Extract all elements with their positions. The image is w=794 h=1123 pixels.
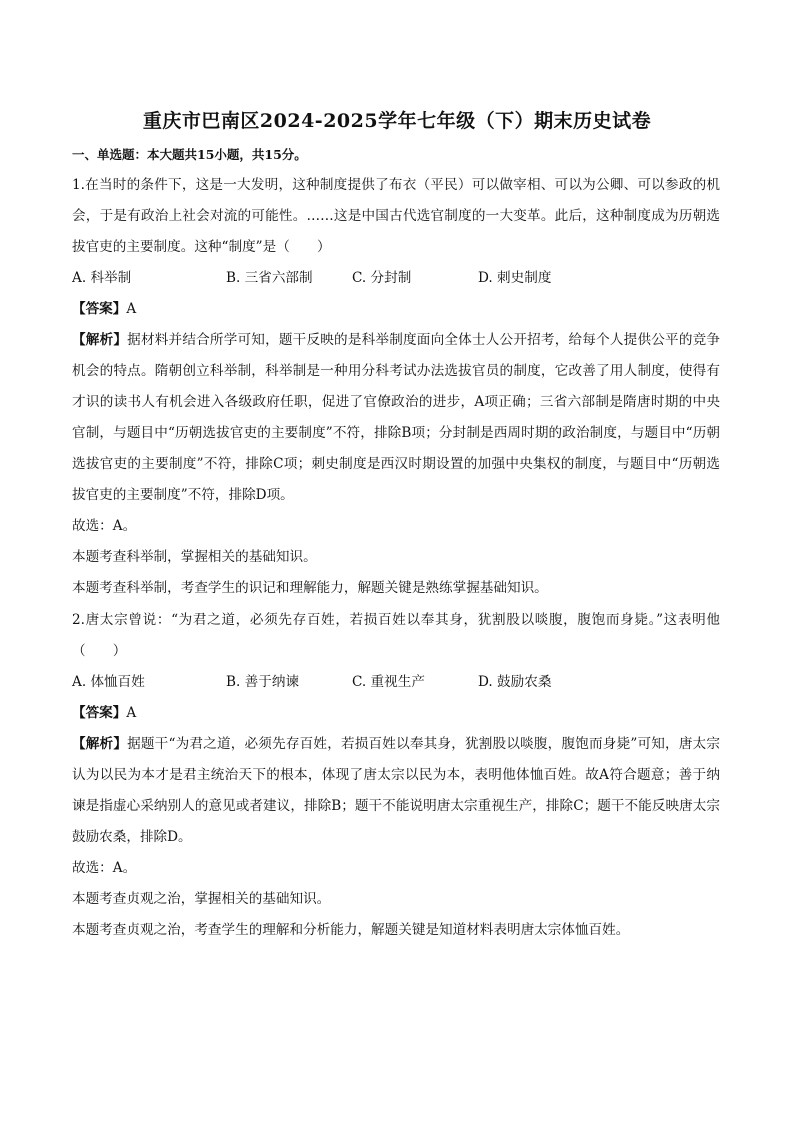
option-b: B. 善于纳谏 xyxy=(226,674,300,690)
page-title: 重庆市巴南区2024-2025学年七年级（下）期末历史试卷 xyxy=(142,110,652,132)
note-line: 本题考查贞观之治，掌握相关的基础知识。 xyxy=(72,891,331,907)
note-line: 本题考查科举制，考查学生的识记和理解能力，解题关键是熟练掌握基础知识。 xyxy=(72,580,548,596)
analysis-text: 据材料并结合所学可知，题干反映的是科举制度面向全体士人公开招考，给每个人提供公平的竞争机会的特点。隋朝创立科举制，科举制是一种用分科考试办法选拔官员的制度，它改善了用人制度，使得有才识的读书人有机会进入各级政府任职，促进了官僚政治的进步，A项正确；三省六部制是隋唐时期的中央官制，与题目中“历朝选拔官吏的主要制度”不符，排除B项；分封制是西周时期的政治制度，与题目中“历朝选拔官吏的主要制度”不符，排除C项；刺史制度是西汉时期设置的加强中央集权的制度，与题目中“历朝选拔官吏的主要制度”不符，排除D项。 xyxy=(72,332,721,503)
question-stem: 1.在当时的条件下，这是一大发明，这种制度提供了布衣（平民）可以做宰相、可以为公卿、可以参政的机会，于是有政治上社会对流的可能性。……这是中国古代选官制度的一大变革。此后，这种制度成为历朝选拔官吏的主要制度。这种“制度”是（ ） xyxy=(72,177,720,255)
option-c: C. 分封制 xyxy=(352,270,412,286)
question-2 xyxy=(72,605,720,946)
answer-value: A xyxy=(126,301,137,317)
option-d: D. 鼓励农桑 xyxy=(478,674,552,690)
option-a: A. 体恤百姓 xyxy=(72,674,145,690)
analysis-tag: 【解析】 xyxy=(72,332,128,348)
option-c: C. 重视生产 xyxy=(352,674,425,690)
answer-line xyxy=(72,294,720,325)
section-heading: 一、单选题：本大题共15小题，共15分。 xyxy=(72,147,307,162)
option-b: B. 三省六部制 xyxy=(226,270,313,286)
question-1 xyxy=(72,170,720,604)
analysis-text: 据题干“为君之道，必须先存百姓，若损百姓以奉其身，犹割股以啖腹，腹饱而身毙”可知，唐太宗认为以民为本才是君主统治天下的根本，体现了唐太宗以民为本，表明他体恤百姓。故A符合题意；善于纳谏是指虚心采纳别人的意见或者建议，排除B；题干不能说明唐太宗重视生产，排除C；题干不能反映唐太宗鼓励农桑，排除D。 xyxy=(72,736,720,845)
option-d: D. 刺史制度 xyxy=(478,270,552,286)
note-line: 本题考查科举制，掌握相关的基础知识。 xyxy=(72,549,317,565)
option-a: A. 科举制 xyxy=(72,270,132,286)
note-line: 本题考查贞观之治，考查学生的理解和分析能力，解题关键是知道材料表明唐太宗体恤百姓。 xyxy=(72,922,630,938)
answer-value: A xyxy=(126,705,137,721)
analysis-tag: 【解析】 xyxy=(72,736,128,752)
question-stem: 2.唐太宗曾说：“为君之道，必须先存百姓，若损百姓以奉其身，犹割股以啖腹，腹饱而身毙。”这表明他（ ） xyxy=(72,612,720,659)
option-list xyxy=(72,263,720,294)
choice-line: 故选：A。 xyxy=(72,860,137,876)
analysis-paragraph xyxy=(72,729,720,853)
answer-line xyxy=(72,698,720,729)
answer-tag: 【答案】 xyxy=(72,301,127,317)
choice-line: 故选：A。 xyxy=(72,518,137,534)
answer-tag: 【答案】 xyxy=(72,705,127,721)
option-list xyxy=(72,667,720,698)
analysis-paragraph xyxy=(72,325,720,511)
